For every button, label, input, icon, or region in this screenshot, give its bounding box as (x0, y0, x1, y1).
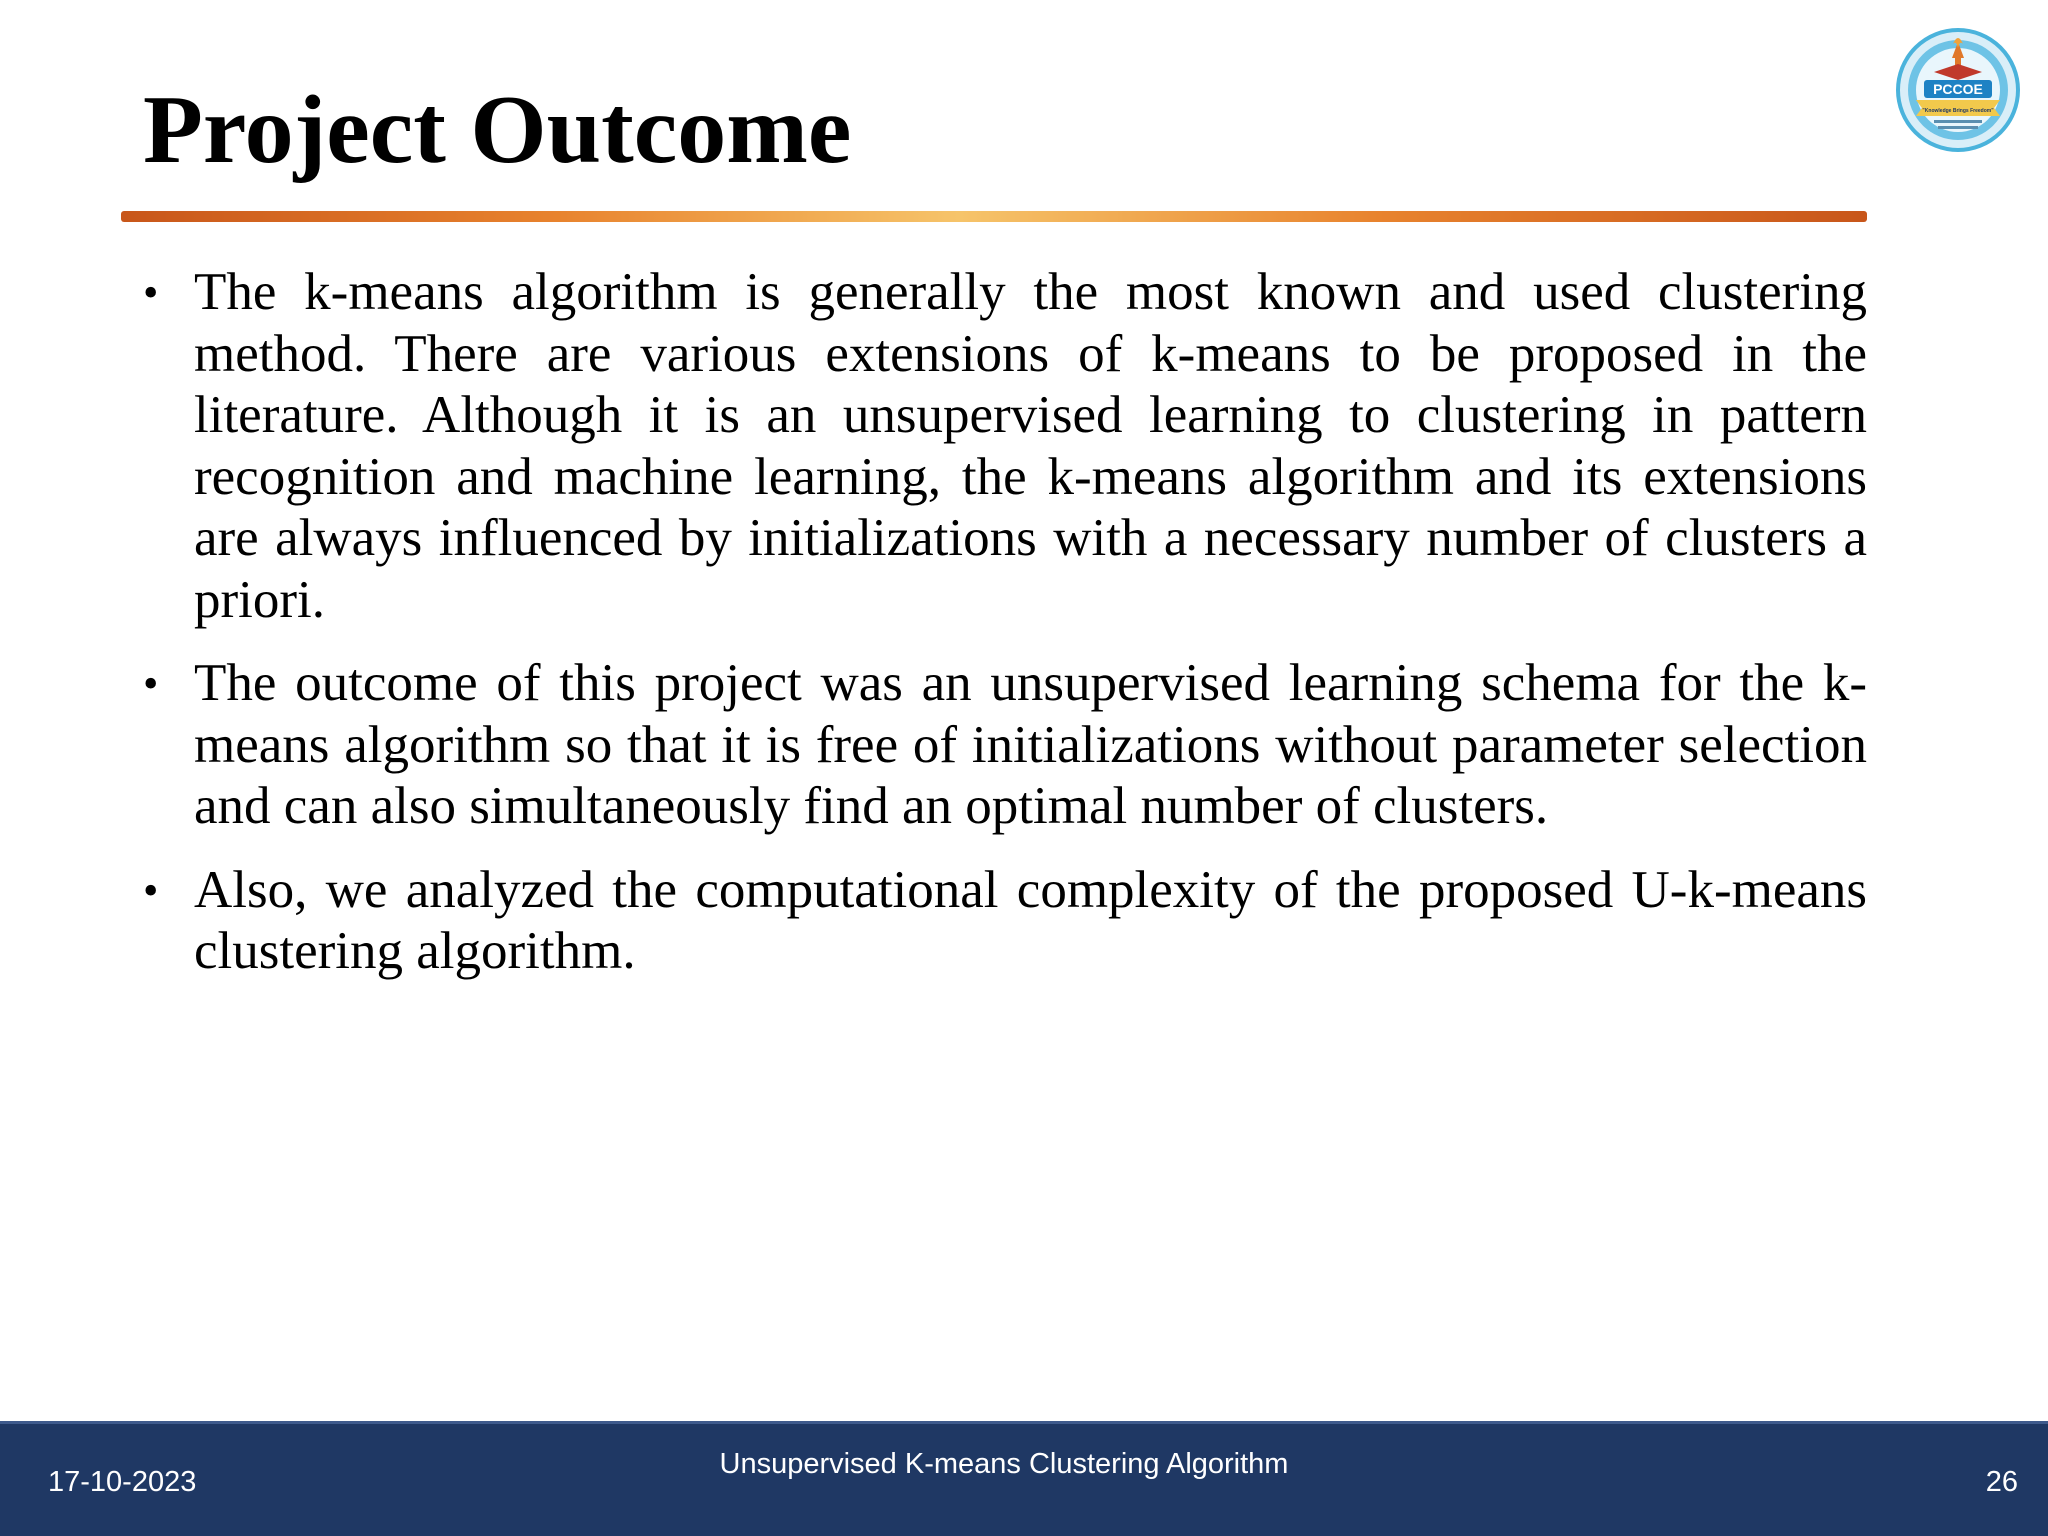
title-divider (121, 211, 1867, 222)
bullet-item (143, 262, 1867, 631)
institute-logo-icon (1890, 28, 2026, 152)
logo-motto: "Knowledge Brings Freedom" (1922, 108, 1994, 114)
bullet-marker: • (143, 268, 159, 317)
footer-date: 17-10-2023 (48, 1466, 197, 1498)
bullet-item (143, 653, 1867, 838)
logo-text: PCCOE (1933, 81, 1983, 97)
logo-graphic (1890, 28, 2026, 152)
bullet-text: Also, we analyzed the computational complexity of the proposed U-k-means clustering algorithm. (194, 860, 1867, 980)
bullet-text: The k-means algorithm is generally the most known and used clustering method. There are various extensions of k-means to be proposed in the literature. Although it is an unsupervised learning to clustering in pattern recognition and machine learning, the k-means algorithm and its extensions are always influenced by initializations with a necessary number of clusters a priori. (194, 263, 1867, 629)
bullet-item (143, 860, 1867, 983)
bullet-list (143, 262, 1867, 1005)
bullet-marker: • (143, 659, 159, 708)
bullet-marker: • (143, 865, 159, 915)
bullet-text: The outcome of this project was an unsupervised learning schema for the k-means algorithm so that it is free of initializations without parameter selection and can also simultaneously find an optimal number of clusters. (194, 654, 1867, 835)
footer-title: Unsupervised K-means Clustering Algorithm (719, 1448, 1289, 1480)
slide-number: 26 (1985, 1466, 2018, 1498)
page-title: Project Outcome (143, 76, 852, 184)
footer-bar (0, 1421, 2048, 1536)
